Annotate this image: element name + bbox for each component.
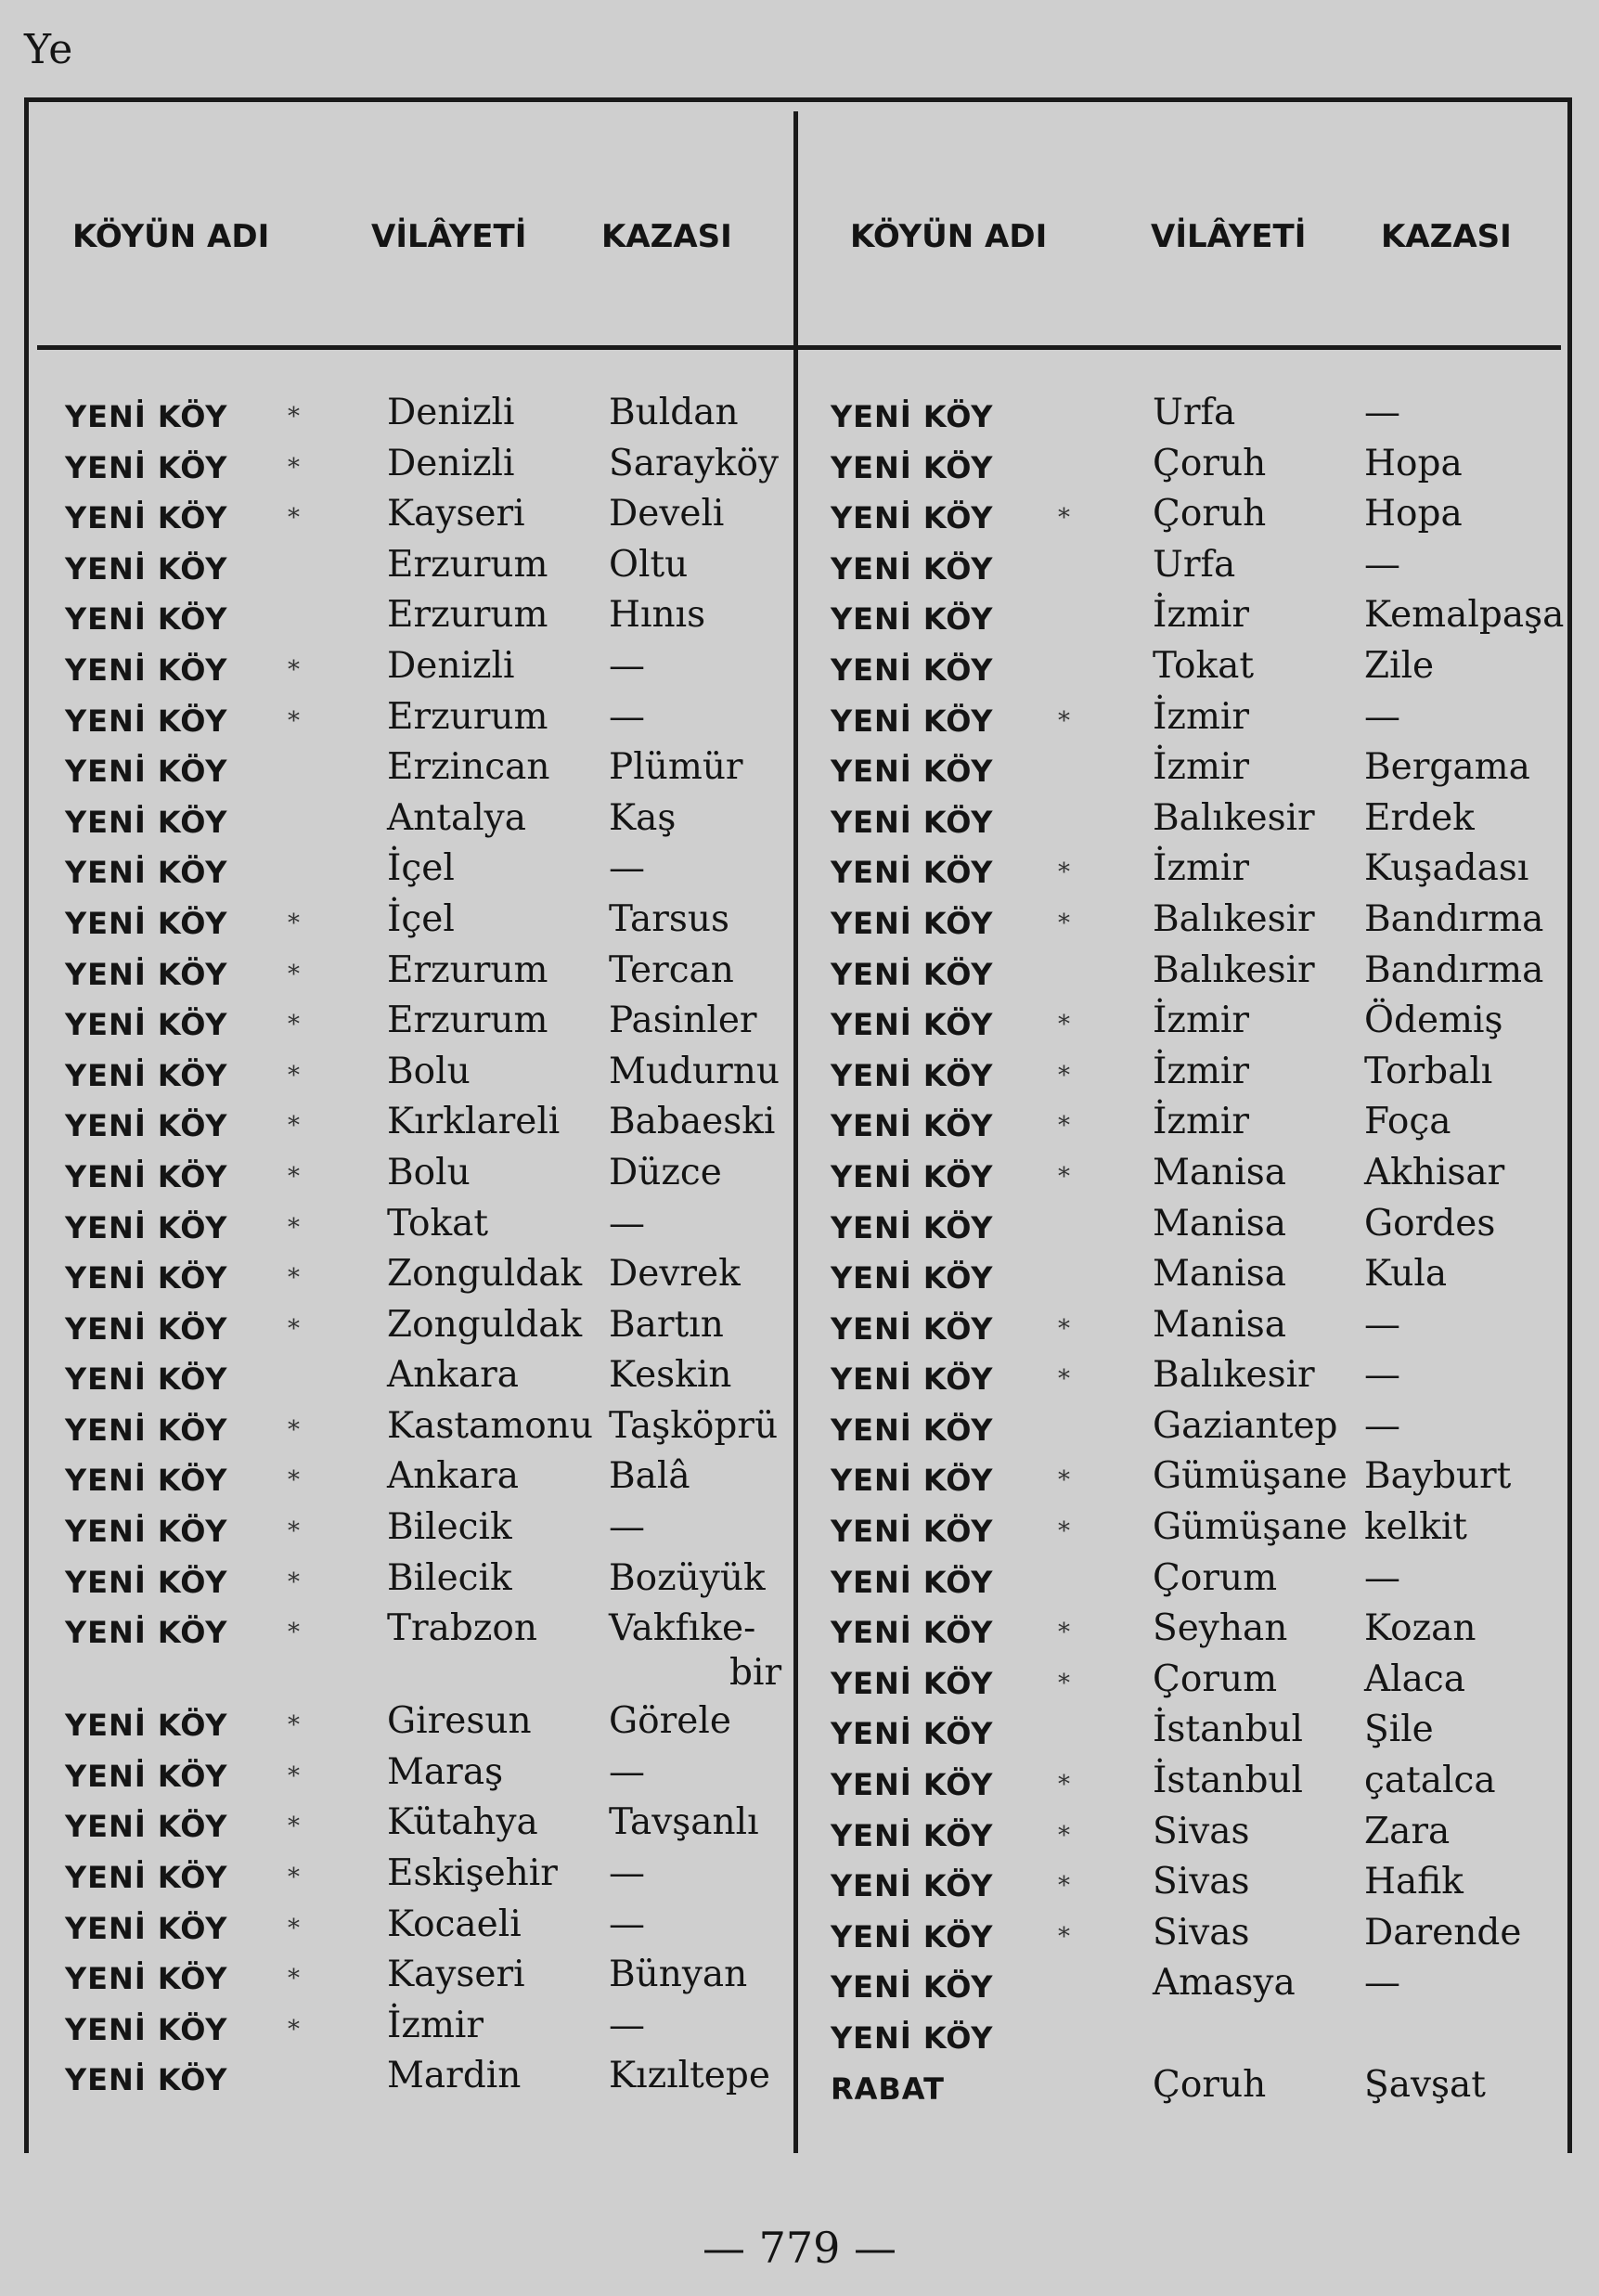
table-row bbox=[0, 1354, 1599, 1412]
district: Bünyan bbox=[609, 1954, 748, 1996]
asterisk-mark: * bbox=[288, 504, 300, 533]
district: — bbox=[1364, 1404, 1400, 1447]
village-name: YENİ KÖY bbox=[65, 1158, 228, 1194]
district: — bbox=[1364, 1962, 1400, 2005]
province: Zonguldak bbox=[387, 1253, 583, 1296]
district: Vakfıke- bbox=[609, 1607, 756, 1650]
province: Gümüşane bbox=[1153, 1455, 1348, 1498]
district: — bbox=[609, 1506, 645, 1549]
table-row bbox=[0, 1303, 1599, 1362]
village-name: YENİ KÖY bbox=[65, 956, 228, 992]
asterisk-mark: * bbox=[1058, 1872, 1070, 1901]
district: Buldan bbox=[609, 392, 739, 433]
asterisk-mark: * bbox=[1058, 1162, 1070, 1191]
district: — bbox=[1364, 695, 1400, 738]
province: Zonguldak bbox=[387, 1303, 583, 1346]
province: Tokat bbox=[387, 1202, 489, 1245]
district: Hopa bbox=[1364, 442, 1463, 484]
village-name: YENİ KÖY bbox=[831, 855, 994, 891]
page-header: Ye bbox=[24, 26, 74, 73]
province: Balıkesir bbox=[1153, 796, 1315, 839]
district: — bbox=[1364, 392, 1400, 433]
district: Ödemiş bbox=[1364, 1000, 1503, 1042]
province: Manisa bbox=[1153, 1151, 1287, 1193]
province: Kocaeli bbox=[387, 1903, 522, 1945]
province: Trabzon bbox=[387, 1607, 538, 1650]
asterisk-mark: * bbox=[288, 1061, 300, 1090]
province: Urfa bbox=[1153, 543, 1236, 586]
province: Ankara bbox=[387, 1455, 520, 1498]
province: Erzurum bbox=[387, 594, 548, 637]
province: Manisa bbox=[1153, 1303, 1287, 1346]
asterisk-mark: * bbox=[288, 1264, 300, 1293]
province: İzmir bbox=[387, 2004, 484, 2046]
district: Bandırma bbox=[1364, 897, 1544, 940]
province: Erzurum bbox=[387, 1000, 548, 1042]
asterisk-mark: * bbox=[288, 1011, 300, 1039]
table-row bbox=[0, 897, 1599, 957]
district: Develi bbox=[609, 493, 725, 535]
asterisk-mark: * bbox=[1058, 1922, 1070, 1951]
asterisk-mark: * bbox=[1058, 1365, 1070, 1394]
village-name: YENİ KÖY bbox=[831, 1514, 994, 1550]
district: Şile bbox=[1364, 1709, 1434, 1751]
village-name: YENİ KÖY bbox=[831, 1716, 994, 1752]
table-row bbox=[0, 2020, 1599, 2071]
district: Zile bbox=[1364, 644, 1435, 687]
asterisk-mark: * bbox=[288, 1965, 300, 1993]
village-name: YENİ KÖY bbox=[65, 2062, 228, 2098]
district: Balâ bbox=[609, 1455, 690, 1498]
village-name: YENİ KÖY bbox=[831, 754, 994, 790]
page-number: — 779 — bbox=[702, 2223, 897, 2273]
village-name: YENİ KÖY bbox=[65, 651, 228, 688]
village-name: YENİ KÖY bbox=[65, 2011, 228, 2047]
district: — bbox=[609, 847, 645, 890]
district: Akhisar bbox=[1364, 1151, 1505, 1193]
province: İzmir bbox=[1153, 746, 1250, 789]
table-row bbox=[0, 1455, 1599, 1514]
district: Kuşadası bbox=[1364, 847, 1529, 890]
province: Seyhan bbox=[1153, 1607, 1288, 1650]
district: Oltu bbox=[609, 543, 689, 586]
district-continuation: bir bbox=[729, 1652, 782, 1695]
province: Urfa bbox=[1153, 392, 1236, 433]
table-row bbox=[0, 1810, 1599, 1869]
province: İzmir bbox=[1153, 1000, 1250, 1042]
village-name: YENİ KÖY bbox=[65, 1310, 228, 1347]
village-name: YENİ KÖY bbox=[65, 1057, 228, 1093]
province: Denizli bbox=[387, 442, 515, 484]
district: Görele bbox=[609, 1700, 731, 1743]
village-name: YENİ KÖY bbox=[831, 1412, 994, 1448]
district: — bbox=[1364, 1556, 1400, 1599]
asterisk-mark: * bbox=[288, 1517, 300, 1546]
table-row bbox=[0, 1607, 1599, 1666]
header-village-name: KÖYÜN ADI bbox=[850, 218, 1048, 255]
header-province: VİLÂYETİ bbox=[1151, 218, 1307, 255]
village-name: YENİ KÖY bbox=[831, 1260, 994, 1296]
table-row bbox=[0, 1506, 1599, 1565]
village-name: YENİ KÖY bbox=[65, 1260, 228, 1296]
district: Alaca bbox=[1364, 1658, 1465, 1700]
village-name: YENİ KÖY bbox=[831, 1969, 994, 2006]
asterisk-mark: * bbox=[288, 403, 300, 431]
village-name: YENİ KÖY bbox=[65, 1361, 228, 1398]
district: — bbox=[609, 2004, 645, 2046]
table-row bbox=[0, 1000, 1599, 1058]
province: Ankara bbox=[387, 1354, 520, 1397]
village-name: YENİ KÖY bbox=[831, 1209, 994, 1245]
province: Bolu bbox=[387, 1151, 471, 1193]
village-name: YENİ KÖY bbox=[831, 1564, 994, 1600]
district: Gordes bbox=[1364, 1202, 1496, 1245]
village-name: YENİ KÖY bbox=[831, 601, 994, 638]
province: İzmir bbox=[1153, 594, 1250, 637]
district: Mudurnu bbox=[609, 1050, 780, 1092]
village-name: YENİ KÖY bbox=[831, 1057, 994, 1093]
province: Manisa bbox=[1153, 1253, 1287, 1296]
village-name: RABAT bbox=[831, 2070, 945, 2107]
province: Erzurum bbox=[387, 948, 548, 991]
district: Torbalı bbox=[1364, 1050, 1493, 1092]
asterisk-mark: * bbox=[1058, 909, 1070, 937]
table-row bbox=[0, 1151, 1599, 1210]
province: Sivas bbox=[1153, 1861, 1250, 1903]
district: Kula bbox=[1364, 1253, 1448, 1296]
province: Amasya bbox=[1153, 1962, 1296, 2005]
village-name: YENİ KÖY bbox=[831, 1108, 994, 1144]
district: Darende bbox=[1364, 1911, 1522, 1954]
asterisk-mark: * bbox=[1058, 504, 1070, 533]
village-name: YENİ KÖY bbox=[65, 500, 228, 536]
province: Eskişehir bbox=[387, 1852, 558, 1895]
village-name: YENİ KÖY bbox=[831, 651, 994, 688]
asterisk-mark: * bbox=[288, 1466, 300, 1495]
province: İçel bbox=[387, 897, 455, 940]
village-name: YENİ KÖY bbox=[65, 601, 228, 638]
village-name: YENİ KÖY bbox=[831, 1615, 994, 1651]
province: Maraş bbox=[387, 1750, 504, 1793]
asterisk-mark: * bbox=[288, 909, 300, 937]
district: Kızıltepe bbox=[609, 2055, 770, 2097]
table-row bbox=[0, 644, 1599, 703]
village-name: YENİ KÖY bbox=[831, 1918, 994, 1954]
asterisk-mark: * bbox=[288, 453, 300, 482]
village-name: YENİ KÖY bbox=[831, 399, 994, 434]
district: kelkit bbox=[1364, 1506, 1467, 1549]
province: Çoruh bbox=[1153, 493, 1267, 535]
province: Erzurum bbox=[387, 543, 548, 586]
village-name: YENİ KÖY bbox=[65, 1108, 228, 1144]
asterisk-mark: * bbox=[1058, 1112, 1070, 1141]
asterisk-mark: * bbox=[1058, 1619, 1070, 1647]
village-name: YENİ KÖY bbox=[65, 1860, 228, 1896]
table-row bbox=[0, 1911, 1599, 1970]
village-name: YENİ KÖY bbox=[831, 956, 994, 992]
village-name: YENİ KÖY bbox=[65, 855, 228, 891]
village-name: YENİ KÖY bbox=[831, 1817, 994, 1853]
district: Kaş bbox=[609, 796, 677, 839]
province: Mardin bbox=[387, 2055, 522, 2097]
table-row bbox=[0, 442, 1599, 501]
district: — bbox=[1364, 1354, 1400, 1397]
table-row bbox=[0, 1556, 1599, 1616]
table-row bbox=[0, 1658, 1599, 1717]
asterisk-mark: * bbox=[1058, 858, 1070, 887]
right-column bbox=[0, 392, 1599, 2122]
table-row bbox=[0, 594, 1599, 652]
right-column-headers bbox=[0, 218, 1599, 255]
asterisk-mark: * bbox=[288, 1314, 300, 1343]
village-name: YENİ KÖY bbox=[831, 905, 994, 941]
district: Bayburt bbox=[1364, 1455, 1512, 1498]
village-name: YENİ KÖY bbox=[65, 1514, 228, 1550]
asterisk-mark: * bbox=[1058, 1669, 1070, 1697]
asterisk-mark: * bbox=[1058, 1314, 1070, 1343]
village-name: YENİ KÖY bbox=[65, 905, 228, 941]
province: İstanbul bbox=[1153, 1760, 1304, 1802]
asterisk-mark: * bbox=[288, 960, 300, 988]
asterisk-mark: * bbox=[288, 1619, 300, 1647]
district: Babaeski bbox=[609, 1101, 776, 1143]
province: Manisa bbox=[1153, 1202, 1287, 1245]
village-name: YENİ KÖY bbox=[65, 550, 228, 587]
province: Bilecik bbox=[387, 1556, 512, 1599]
district: Pasinler bbox=[609, 1000, 757, 1042]
village-name: YENİ KÖY bbox=[65, 1463, 228, 1499]
district: Hopa bbox=[1364, 493, 1463, 535]
district: Plümür bbox=[609, 746, 743, 789]
district: Şavşat bbox=[1364, 2063, 1486, 2106]
province: Denizli bbox=[387, 392, 515, 433]
district: Tercan bbox=[609, 948, 734, 991]
asterisk-mark: * bbox=[288, 1812, 300, 1841]
table-row bbox=[0, 1101, 1599, 1159]
village-name: YENİ KÖY bbox=[65, 1809, 228, 1845]
province: Tokat bbox=[1153, 644, 1255, 687]
village-name: YENİ KÖY bbox=[65, 703, 228, 739]
village-name: YENİ KÖY bbox=[65, 1758, 228, 1794]
table-row bbox=[0, 948, 1599, 1008]
asterisk-mark: * bbox=[1058, 1821, 1070, 1850]
province: İzmir bbox=[1153, 1101, 1250, 1143]
village-name: YENİ KÖY bbox=[831, 1310, 994, 1347]
header-district: KAZASI bbox=[1381, 218, 1512, 255]
district: — bbox=[609, 1750, 645, 1793]
village-name: YENİ KÖY bbox=[831, 1665, 994, 1701]
province: Çoruh bbox=[1153, 442, 1267, 484]
district: — bbox=[609, 695, 645, 738]
village-name: YENİ KÖY bbox=[831, 1463, 994, 1499]
district: — bbox=[609, 644, 645, 687]
table-row bbox=[0, 493, 1599, 551]
district: — bbox=[1364, 1303, 1400, 1346]
district: Düzce bbox=[609, 1151, 722, 1193]
table-row bbox=[0, 1202, 1599, 1261]
district: Sarayköy bbox=[609, 442, 780, 484]
province: Balıkesir bbox=[1153, 1354, 1315, 1397]
table-row bbox=[0, 695, 1599, 755]
province: Balıkesir bbox=[1153, 948, 1315, 991]
asterisk-mark: * bbox=[288, 1213, 300, 1242]
asterisk-mark: * bbox=[1058, 1771, 1070, 1799]
asterisk-mark: * bbox=[1058, 1011, 1070, 1039]
asterisk-mark: * bbox=[288, 706, 300, 735]
table-row bbox=[0, 1709, 1599, 1767]
village-name: YENİ KÖY bbox=[65, 449, 228, 485]
district: Foça bbox=[1364, 1101, 1451, 1143]
district: Hınıs bbox=[609, 594, 706, 637]
table-row bbox=[0, 796, 1599, 856]
asterisk-mark: * bbox=[288, 1761, 300, 1790]
village-name: YENİ KÖY bbox=[831, 703, 994, 739]
district: Bandırma bbox=[1364, 948, 1544, 991]
province: Çorum bbox=[1153, 1556, 1278, 1599]
asterisk-mark: * bbox=[1058, 1061, 1070, 1090]
table-row bbox=[0, 1253, 1599, 1311]
asterisk-mark: * bbox=[288, 655, 300, 684]
district: Taşköprü bbox=[609, 1404, 779, 1447]
district: Erdek bbox=[1364, 796, 1475, 839]
village-name: YENİ KÖY bbox=[65, 1007, 228, 1043]
province: İzmir bbox=[1153, 1050, 1250, 1092]
asterisk-mark: * bbox=[288, 1567, 300, 1596]
district: Bergama bbox=[1364, 746, 1530, 789]
district: Tarsus bbox=[609, 897, 730, 940]
table-row bbox=[0, 2063, 1599, 2122]
asterisk-mark: * bbox=[1058, 706, 1070, 735]
table-row bbox=[0, 746, 1599, 805]
province: Erzincan bbox=[387, 746, 550, 789]
province: İstanbul bbox=[1153, 1709, 1304, 1751]
district: Devrek bbox=[609, 1253, 741, 1296]
province: Balıkesir bbox=[1153, 897, 1315, 940]
province: Kütahya bbox=[387, 1801, 538, 1844]
header-rule bbox=[37, 345, 1561, 350]
province: Kırklareli bbox=[387, 1101, 561, 1143]
province: Sivas bbox=[1153, 1911, 1250, 1954]
district: Tavşanlı bbox=[609, 1801, 759, 1844]
village-name: YENİ KÖY bbox=[831, 2020, 994, 2056]
district: Bartın bbox=[609, 1303, 724, 1346]
district: Keskin bbox=[609, 1354, 732, 1397]
asterisk-mark: * bbox=[288, 1864, 300, 1892]
village-name: YENİ KÖY bbox=[65, 399, 228, 434]
district: Kemalpaşa bbox=[1364, 594, 1565, 637]
village-name: YENİ KÖY bbox=[65, 1209, 228, 1245]
village-name: YENİ KÖY bbox=[831, 804, 994, 840]
village-name: YENİ KÖY bbox=[65, 1615, 228, 1651]
village-name: YENİ KÖY bbox=[65, 804, 228, 840]
asterisk-mark: * bbox=[288, 1711, 300, 1740]
district: — bbox=[1364, 543, 1400, 586]
table-row bbox=[0, 1050, 1599, 1109]
table-row bbox=[0, 1861, 1599, 1919]
province: Kayseri bbox=[387, 493, 525, 535]
province: İzmir bbox=[1153, 695, 1250, 738]
province: Kastamonu bbox=[387, 1404, 594, 1447]
province: Antalya bbox=[387, 796, 526, 839]
province: Çoruh bbox=[1153, 2063, 1267, 2106]
province: Çorum bbox=[1153, 1658, 1278, 1700]
province: Gaziantep bbox=[1153, 1404, 1338, 1447]
province: Gümüşane bbox=[1153, 1506, 1348, 1549]
village-name: YENİ KÖY bbox=[831, 1767, 994, 1803]
village-name: YENİ KÖY bbox=[65, 1412, 228, 1448]
district: Zara bbox=[1364, 1810, 1451, 1852]
asterisk-mark: * bbox=[288, 1914, 300, 1942]
district: çatalca bbox=[1364, 1760, 1496, 1802]
header-district: KAZASI bbox=[601, 218, 732, 255]
village-name: YENİ KÖY bbox=[831, 449, 994, 485]
province: Kayseri bbox=[387, 1954, 525, 1996]
village-name: YENİ KÖY bbox=[831, 1361, 994, 1398]
village-name: YENİ KÖY bbox=[65, 754, 228, 790]
village-name: YENİ KÖY bbox=[65, 1708, 228, 1744]
header-province: VİLÂYETİ bbox=[371, 218, 527, 255]
village-name: YENİ KÖY bbox=[831, 1158, 994, 1194]
table-row bbox=[0, 1760, 1599, 1818]
district: Bozüyük bbox=[609, 1556, 766, 1599]
table-row bbox=[0, 847, 1599, 906]
province: İçel bbox=[387, 847, 455, 890]
village-name: YENİ KÖY bbox=[831, 550, 994, 587]
province: İzmir bbox=[1153, 847, 1250, 890]
asterisk-mark: * bbox=[1058, 1466, 1070, 1495]
table-row bbox=[0, 392, 1599, 450]
table-row bbox=[0, 1962, 1599, 2020]
district: — bbox=[609, 1852, 645, 1895]
province: Erzurum bbox=[387, 695, 548, 738]
province: Sivas bbox=[1153, 1810, 1250, 1852]
village-name: YENİ KÖY bbox=[831, 1868, 994, 1904]
asterisk-mark: * bbox=[288, 1112, 300, 1141]
asterisk-mark: * bbox=[288, 1415, 300, 1444]
district: Kozan bbox=[1364, 1607, 1476, 1650]
district: Hafik bbox=[1364, 1861, 1464, 1903]
district: — bbox=[609, 1202, 645, 1245]
asterisk-mark: * bbox=[288, 2015, 300, 2044]
table-row bbox=[0, 543, 1599, 602]
asterisk-mark: * bbox=[288, 1162, 300, 1191]
village-name: YENİ KÖY bbox=[65, 1564, 228, 1600]
district: — bbox=[609, 1903, 645, 1945]
province: Bilecik bbox=[387, 1506, 512, 1549]
village-name: YENİ KÖY bbox=[65, 1961, 228, 1997]
province: Giresun bbox=[387, 1700, 532, 1743]
province: Bolu bbox=[387, 1050, 471, 1092]
village-name: YENİ KÖY bbox=[65, 1910, 228, 1946]
village-name: YENİ KÖY bbox=[831, 500, 994, 536]
province: Denizli bbox=[387, 644, 515, 687]
asterisk-mark: * bbox=[1058, 1517, 1070, 1546]
header-village-name: KÖYÜN ADI bbox=[72, 218, 270, 255]
village-name: YENİ KÖY bbox=[831, 1007, 994, 1043]
table-row bbox=[0, 1404, 1599, 1464]
